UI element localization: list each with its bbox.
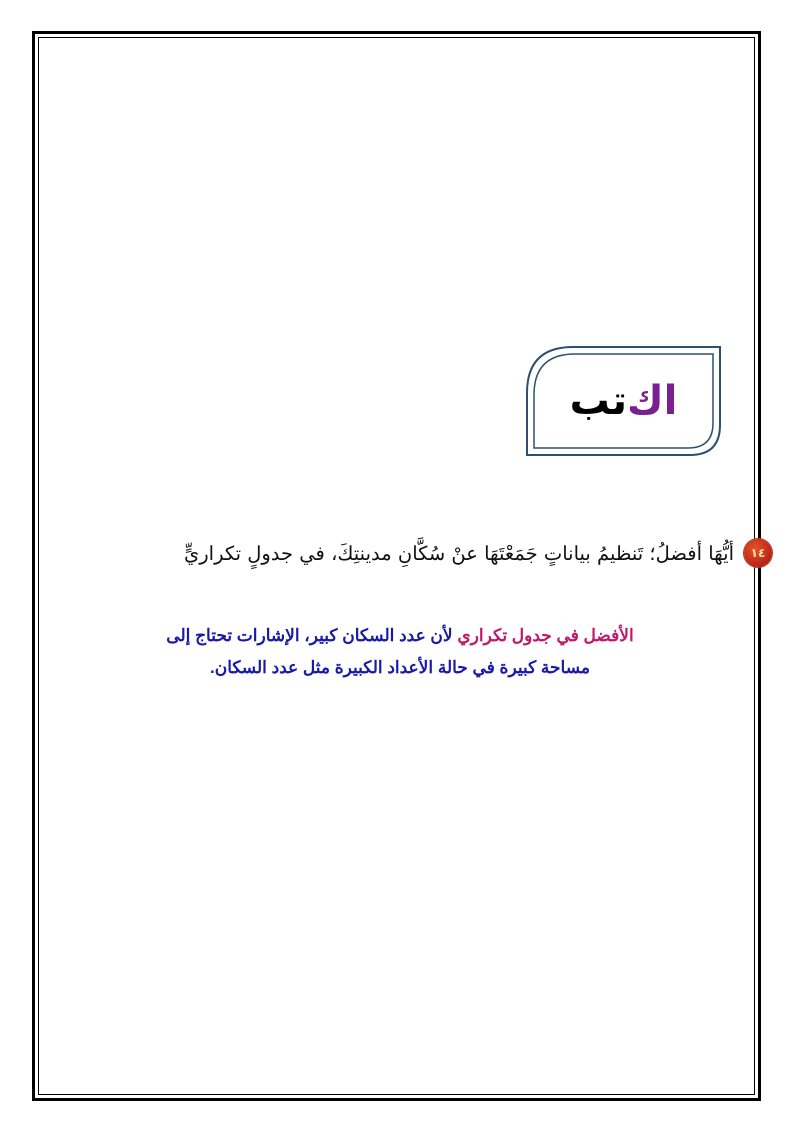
- question-text: أيُّهَا أفضلُ؛ تَنظيمُ بياناتٍ جَمَعْتَهَا عنْ سُكَّانِ مدينتِكَ، في جدولٍ تكراريٍّ: [183, 541, 734, 565]
- title-part-main: تب: [569, 378, 627, 424]
- question-row: [90, 533, 772, 573]
- page-title: [525, 345, 722, 457]
- title-part-accent: اك: [627, 378, 678, 424]
- write-title-box: [525, 345, 722, 457]
- answer-block: [120, 620, 680, 684]
- answer-line1-rest: لأن عدد السكان كبير، الإشارات تحتاج إلى: [166, 626, 458, 645]
- answer-line-1: [120, 620, 680, 652]
- answer-highlight: الأفضل في جدول تكراري: [457, 626, 634, 645]
- question-number-badge: ١٤: [744, 539, 772, 567]
- answer-line-2: مساحة كبيرة في حالة الأعداد الكبيرة مثل عدد السكان.: [210, 658, 590, 677]
